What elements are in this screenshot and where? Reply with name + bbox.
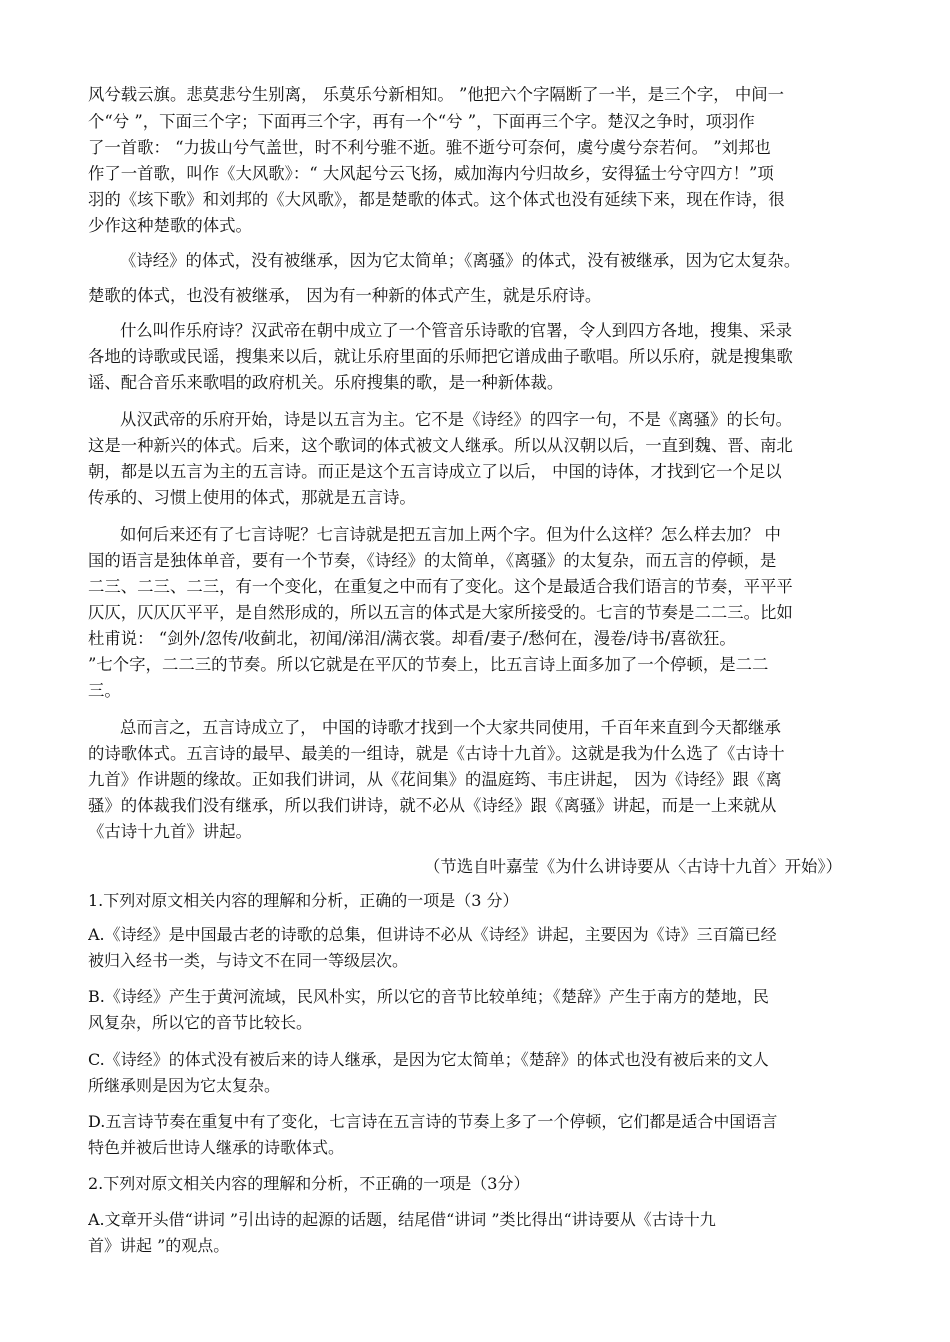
text-line: 风兮载云旗。悲莫悲兮生别离， 乐莫乐兮新相知。 ”他把六个字隔断了一半，是三个字， 中间一: [88, 85, 785, 104]
text-line: 杜甫说： “剑外/忽传/收蓟北，初闻/涕泪/满衣裳。却看/妻子/愁何在，漫卷/诗书/喜欲狂。: [88, 629, 736, 648]
text-line: ”七个字，二二三的节奏。所以它就是在平仄的节奏上，比五言诗上面多加了一个停顿，是二二: [88, 655, 769, 674]
question-1-stem: 1.下列对原文相关内容的理解和分析，正确的一项是（3 分）: [88, 891, 519, 910]
paragraph-start-line: 总而言之，五言诗成立了， 中国的诗歌才找到一个大家共同使用，千百年来直到今天都继承: [120, 718, 781, 737]
text-line: 少作这种楚歌的体式。: [88, 216, 252, 235]
text-line: 这是一种新兴的体式。后来，这个歌词的体式被文人继承。所以从汉朝以后，一直到魏、晋、南北: [88, 436, 793, 455]
text-line: 各地的诗歌或民谣，搜集来以后，就让乐府里面的乐师把它谱成曲子歌唱。所以乐府，就是搜集歌: [88, 347, 793, 366]
text-line: 的诗歌体式。五言诗的最早、最美的一组诗，就是《古诗十九首》。这就是我为什么选了《古诗十: [88, 744, 785, 763]
option-a-line: 被归入经书一类，与诗文不在同一等级层次。: [88, 951, 409, 970]
text-line: 作了一首歌，叫作《大风歌》：“ 大风起兮云飞扬，威加海内兮归故乡，安得猛士兮守四方！”项: [88, 164, 774, 183]
option-d-line: D.五言诗节奏在重复中有了变化，七言诗在五言诗的节奏上多了一个停顿，它们都是适合中国语言: [88, 1112, 778, 1131]
text-line: 楚歌的体式，也没有被继承， 因为有一种新的体式产生，就是乐府诗。: [88, 286, 602, 305]
option-b-line: B.《诗经》产生于黄河流域，民风朴实，所以它的音节比较单纯；《楚辞》产生于南方的楚地，民: [88, 987, 769, 1006]
text-line: 个“兮 ”，下面三个字；下面再三个字，再有一个“兮 ”，下面再三个字。楚汉之争时，项羽作: [88, 112, 755, 131]
text-line: 二三、二三、二三，有一个变化，在重复之中而有了变化。这个是最适合我们语言的节奏，平平平: [88, 577, 793, 596]
text-line: 国的语言是独体单音，要有一个节奏，《诗经》的太简单，《离骚》的太复杂，而五言的停顿，是: [88, 551, 777, 570]
option-c-line: 所继承则是因为它太复杂。: [88, 1076, 281, 1095]
text-line: 谣、配合音乐来歌唱的政府机关。乐府搜集的歌，是一种新体裁。: [88, 373, 564, 392]
paragraph-start-line: 如何后来还有了七言诗呢？七言诗就是把五言加上两个字。但为什么这样？怎么样去加？ 中: [120, 525, 781, 544]
text-line: 九首》作讲题的缘故。正如我们讲词，从《花间集》的温庭筠、韦庄讲起， 因为《诗经》跟《离: [88, 770, 782, 789]
paragraph-start-line: 《诗经》的体式，没有被继承，因为它太简单；《离骚》的体式，没有被继承，因为它太复杂。: [120, 251, 801, 270]
paragraph-start-line: 什么叫作乐府诗？汉武帝在朝中成立了一个管音乐诗歌的官署，令人到四方各地，搜集、采录: [120, 321, 793, 340]
text-line: 仄仄，仄仄仄平平，是自然形成的，所以五言的体式是大家所接受的。七言的节奏是二二三。比如: [88, 603, 793, 622]
text-line: 羽的《垓下歌》和刘邦的《大风歌》，都是楚歌的体式。这个体式也没有延续下来，现在作诗，很: [88, 190, 785, 209]
option-a-line: A.文章开头借“讲词 ”引出诗的起源的话题，结尾借“讲词 ”类比得出“讲诗要从《古诗十九: [88, 1210, 716, 1229]
source-citation: （节选自叶嘉莹《为什么讲诗要从〈古诗十九首〉开始》）: [424, 857, 842, 876]
paragraph-start-line: 从汉武帝的乐府开始，诗是以五言为主。它不是《诗经》的四字一句，不是《离骚》的长句。: [120, 410, 793, 429]
text-line: 了一首歌： “力拔山兮气盖世，时不利兮骓不逝。骓不逝兮可奈何，虞兮虞兮奈若何。 ”刘邦也: [88, 138, 771, 157]
option-d-line: 特色并被后世诗人继承的诗歌体式。: [88, 1138, 345, 1157]
option-b-line: 风复杂，所以它的音节比较长。: [88, 1013, 313, 1032]
option-c-line: C.《诗经》的体式没有被后来的诗人继承，是因为它太简单；《楚辞》的体式也没有被后来的文人: [88, 1050, 769, 1069]
text-line: 三。: [88, 681, 121, 700]
text-line: 传承的、习惯上使用的体式，那就是五言诗。: [88, 488, 416, 507]
option-a-line: A.《诗经》是中国最古老的诗歌的总集，但讲诗不必从《诗经》讲起，主要因为《诗》三百篇已经: [88, 925, 777, 944]
text-line: 朝，都是以五言为主的五言诗。而正是这个五言诗成立了以后， 中国的诗体，才找到它一个足以: [88, 462, 782, 481]
question-2-stem: 2.下列对原文相关内容的理解和分析，不正确的一项是（3分）: [88, 1174, 530, 1193]
text-line: 骚》的体裁我们没有继承，所以我们讲诗，就不必从《诗经》跟《离骚》讲起，而是一上来就从: [88, 796, 777, 815]
text-line: 《古诗十九首》讲起。: [88, 822, 252, 841]
option-a-line: 首》讲起 ”的观点。: [88, 1236, 230, 1255]
